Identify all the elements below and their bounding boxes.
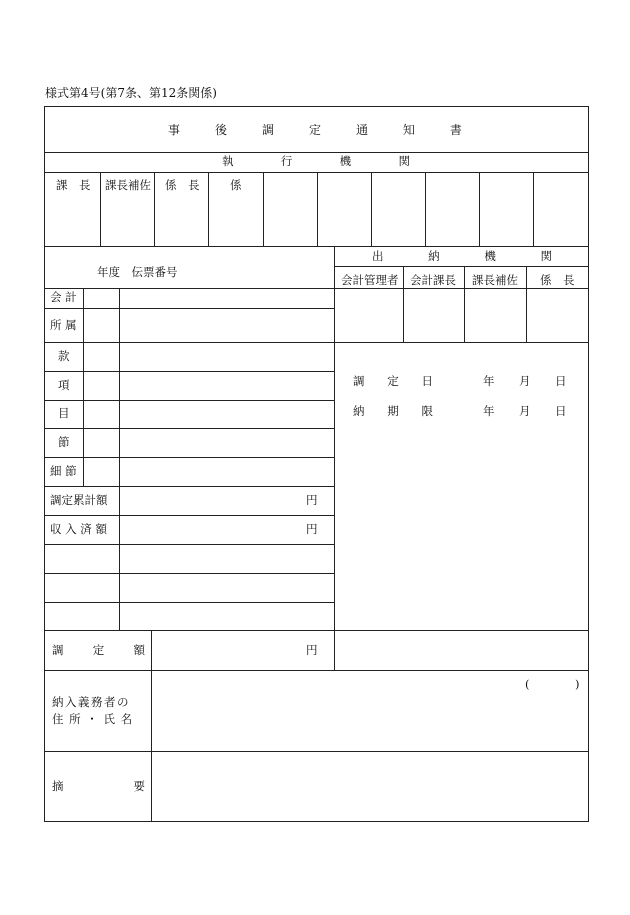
treasury-agency-heading: 出 納 機 関: [372, 249, 552, 263]
row-label-kan: 款: [58, 349, 70, 363]
assessment-date-day: 日: [555, 374, 567, 388]
row-label-moku: 目: [58, 406, 70, 420]
summary-label: 摘 要: [52, 779, 145, 793]
assessment-date-label: 調 定 日: [353, 374, 433, 388]
payer-label-line2: 住 所 ・ 氏 名: [52, 712, 134, 726]
position-accounting-manager: 会計管理者: [341, 273, 399, 287]
position-deputy-chief: 課長補佐: [472, 273, 518, 287]
due-date-label: 納 期 限: [353, 404, 433, 418]
cumulative-assessed-unit: 円: [306, 493, 318, 507]
payer-label-line1: 納入義務者の: [52, 695, 130, 709]
payer-paren-close: ): [575, 677, 580, 691]
due-date-year: 年: [483, 404, 495, 418]
assessment-date-year: 年: [483, 374, 495, 388]
form-number-label: 様式第4号(第7条、第12条関係): [45, 86, 217, 100]
execution-agency-heading: 執 行 機 関: [222, 154, 410, 168]
assessed-amount-label: 調 定 額: [52, 643, 145, 657]
position-accounting-chief: 会計課長: [410, 273, 456, 287]
payer-paren-open: (: [525, 677, 530, 691]
fiscal-year-voucher-label: 年度 伝票番号: [97, 265, 178, 279]
position-section-chief: 課 長: [56, 178, 91, 192]
due-date-month: 月: [519, 404, 531, 418]
row-label-saisetsu: 細 節: [50, 464, 77, 478]
due-date-day: 日: [555, 404, 567, 418]
position-subsection-chief: 係 長: [165, 178, 200, 192]
assessment-date-month: 月: [519, 374, 531, 388]
cumulative-assessed-label: 調定累計額: [50, 493, 108, 507]
position-staff: 係: [230, 178, 242, 192]
row-label-kou: 項: [58, 378, 70, 392]
row-label-department: 所 属: [50, 318, 77, 332]
received-amount-label: 収 入 済 額: [50, 522, 107, 536]
position-deputy-section-chief: 課長補佐: [105, 178, 151, 192]
position-subsection-chief-treasury: 係 長: [540, 273, 575, 287]
form-title: 事 後 調 定 通 知 書: [168, 123, 462, 137]
row-label-setsu: 節: [58, 435, 70, 449]
received-amount-unit: 円: [306, 522, 318, 536]
row-label-account: 会 計: [50, 290, 77, 304]
assessed-amount-unit: 円: [306, 643, 318, 657]
